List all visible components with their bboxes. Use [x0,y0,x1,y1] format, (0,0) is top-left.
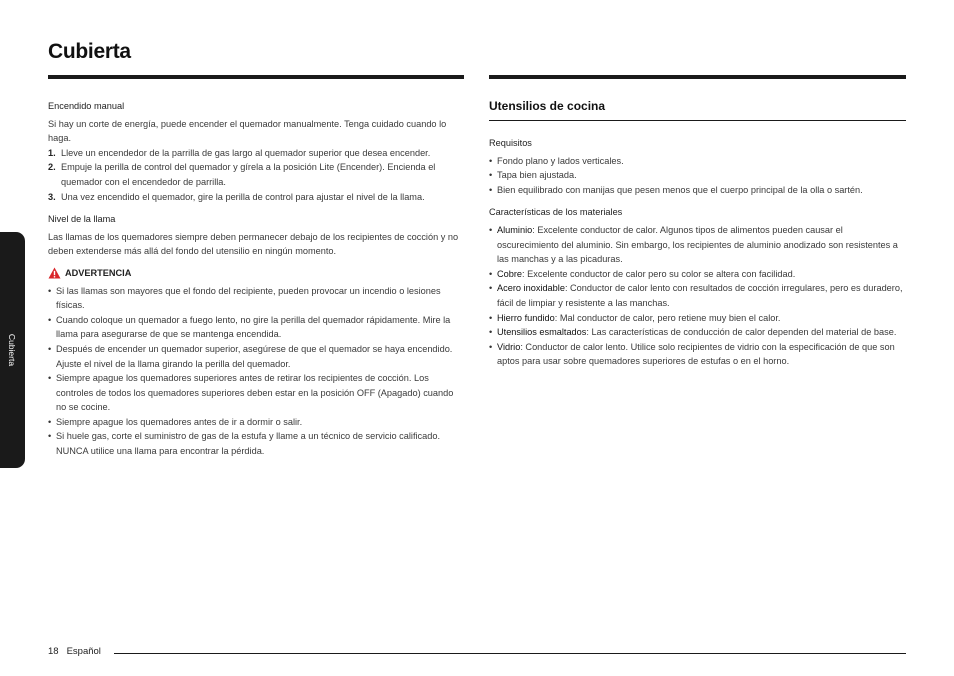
step-number: 1. [48,147,56,158]
materials-heading: Características de los materiales [489,207,623,218]
material-desc: : Excelente conductor de calor. Algunos tipos de alimentos pueden causar el oscurecimiento del aluminio. Sin embargo, los recipientes de aluminio anodizado son resistentes a las manchas y a las picaduras. [497,224,898,265]
page-number: 18 [48,646,59,657]
footer-language: Español [66,646,101,657]
step-number: 2. [48,162,56,173]
material-item [489,267,907,282]
step-text: Lleve un encendedor de la parrilla de gas largo al quemador superior que desea encender. [61,147,431,158]
cookware-section-title: Utensilios de cocina [489,99,606,113]
material-term: Acero inoxidable [497,283,565,294]
page-footer [48,646,101,657]
step-item [48,160,466,189]
warning-label: ADVERTENCIA [65,267,132,278]
warning-item: • Siempre apague los quemadores antes de ir a dormir o salir. [48,415,466,430]
step-text: Empuje la perilla de control del quemador y gírela a la posición Lite (Encender). Encienda el quemador con el encendedor de parrilla. [61,162,436,187]
warning-item: • Siempre apague los quemadores superiores antes de retirar los recipientes de cocción. Los controles de todos los quemadores superiores deben estar en la posición OFF (Apagado) cuando no se cocine. [48,371,466,415]
material-desc: : Conductor de calor lento con resultados de cocción irregulares, pero es duradero, fácil de limpiar y resistente a las manchas. [497,283,903,308]
cookware-section-rule [489,120,906,121]
step-item [48,146,466,161]
material-item [489,325,907,340]
material-desc: : Mal conductor de calor, pero retiene muy bien el calor. [554,312,781,323]
material-term: Aluminio [497,224,533,235]
manual-ignition-steps [48,146,466,204]
requirements-heading: Requisitos [489,138,532,148]
warning-item: • Si las llamas son mayores que el fondo del recipiente, pueden provocar un incendio o lesiones físicas. [48,284,466,313]
left-column [48,99,466,459]
right-column-body [489,136,907,369]
flame-level-heading: Nivel de la llama [48,214,116,225]
material-term: Cobre [497,268,523,279]
requirements-list [489,154,907,198]
material-term: Vidrio [497,341,521,352]
materials-list [489,223,907,369]
warning-item: • Después de encender un quemador superior, asegúrese de que el quemador se haya encendido. Ajuste el nivel de la llama girando la perilla del quemador. [48,342,466,371]
warning-item: • Cuando coloque un quemador a fuego lento, no gire la perilla del quemador rápidamente. Mire la llama para asegurarse de que se mantenga encendida. [48,313,466,342]
material-item [489,223,907,267]
step-text: Una vez encendido el quemador, gire la perilla de control para ajustar el nivel de la llama. [61,191,425,202]
warning-heading [48,266,466,281]
manual-ignition-intro: Si hay un corte de energía, puede encender el quemador manualmente. Tenga cuidado cuando lo haga. [48,118,447,144]
warning-list [48,284,466,459]
manual-ignition-heading: Encendido manual [48,101,125,111]
requirement-item: • Bien equilibrado con manijas que pesen menos que el cuerpo principal de la olla o sartén. [489,183,907,198]
material-term: Utensilios esmaltados [497,327,587,338]
requirement-item: • Fondo plano y lados verticales. [489,154,907,169]
footer-rule [114,653,906,654]
page-title: Cubierta [48,40,131,63]
material-item [489,281,907,310]
flame-level-text: Las llamas de los quemadores siempre deben permanecer debajo de los recipientes de cocción y no deben extenderse más allá del fondo del utensilio en ningún momento. [48,231,459,257]
material-item [489,340,907,369]
right-header-rule [489,75,906,79]
requirement-item: • Tapa bien ajustada. [489,168,907,183]
material-desc: : Conductor de calor lento. Utilice solo recipientes de vidrio con la especificación de que son aptos para usar sobre quemadores superiores de estufas o en el horno. [497,341,895,367]
step-item [48,190,466,205]
right-column [489,99,907,114]
warning-triangle-icon [48,267,61,279]
side-chapter-tab-label: Cubierta [7,333,17,367]
left-header-rule [48,75,464,79]
step-number: 3. [48,191,56,202]
material-item [489,311,907,326]
warning-item: • Si huele gas, corte el suministro de gas de la estufa y llame a un técnico de servicio calificado. NUNCA utilice una llama para encontrar la pérdida. [48,429,466,458]
material-desc: : Excelente conductor de calor pero su color se altera con facilidad. [522,268,796,279]
material-term: Hierro fundido [497,312,555,323]
material-desc: : Las características de conducción de calor dependen del material de base. [586,327,897,338]
